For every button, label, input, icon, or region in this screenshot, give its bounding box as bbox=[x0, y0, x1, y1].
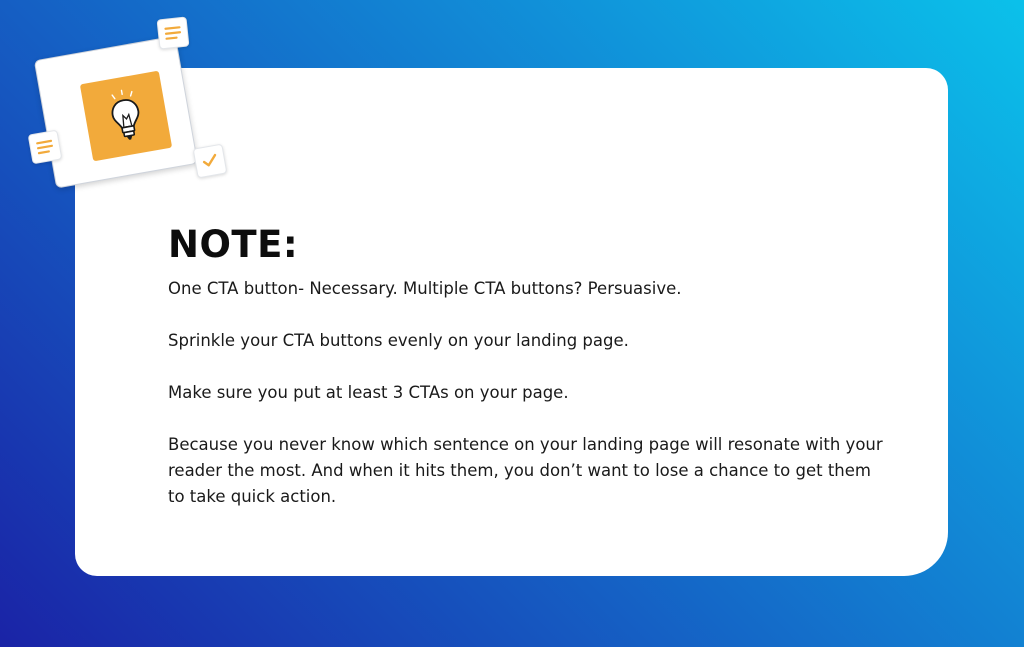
note-body bbox=[168, 276, 888, 510]
check-badge bbox=[193, 144, 228, 179]
lines-icon bbox=[163, 24, 183, 42]
note-paragraph: One CTA button- Necessary. Multiple CTA buttons? Persuasive. bbox=[168, 279, 682, 298]
note-paragraph: Sprinkle your CTA buttons evenly on your landing page. bbox=[168, 331, 629, 350]
lines-icon bbox=[35, 138, 56, 157]
idea-box bbox=[80, 71, 172, 162]
checkmark-icon bbox=[200, 152, 221, 171]
text-lines-badge bbox=[28, 130, 63, 165]
note-title: NOTE: bbox=[168, 223, 299, 266]
note-illustration bbox=[30, 15, 235, 205]
note-paragraph: Because you never know which sentence on your landing page will resonate with your reader the most. And when it hits them, you don’t want to lose a chance to get them to take quick action. bbox=[168, 435, 883, 506]
note-paragraph: Make sure you put at least 3 CTAs on your page. bbox=[168, 383, 569, 402]
light-bulb-icon bbox=[102, 86, 151, 146]
text-lines-badge bbox=[157, 17, 190, 50]
